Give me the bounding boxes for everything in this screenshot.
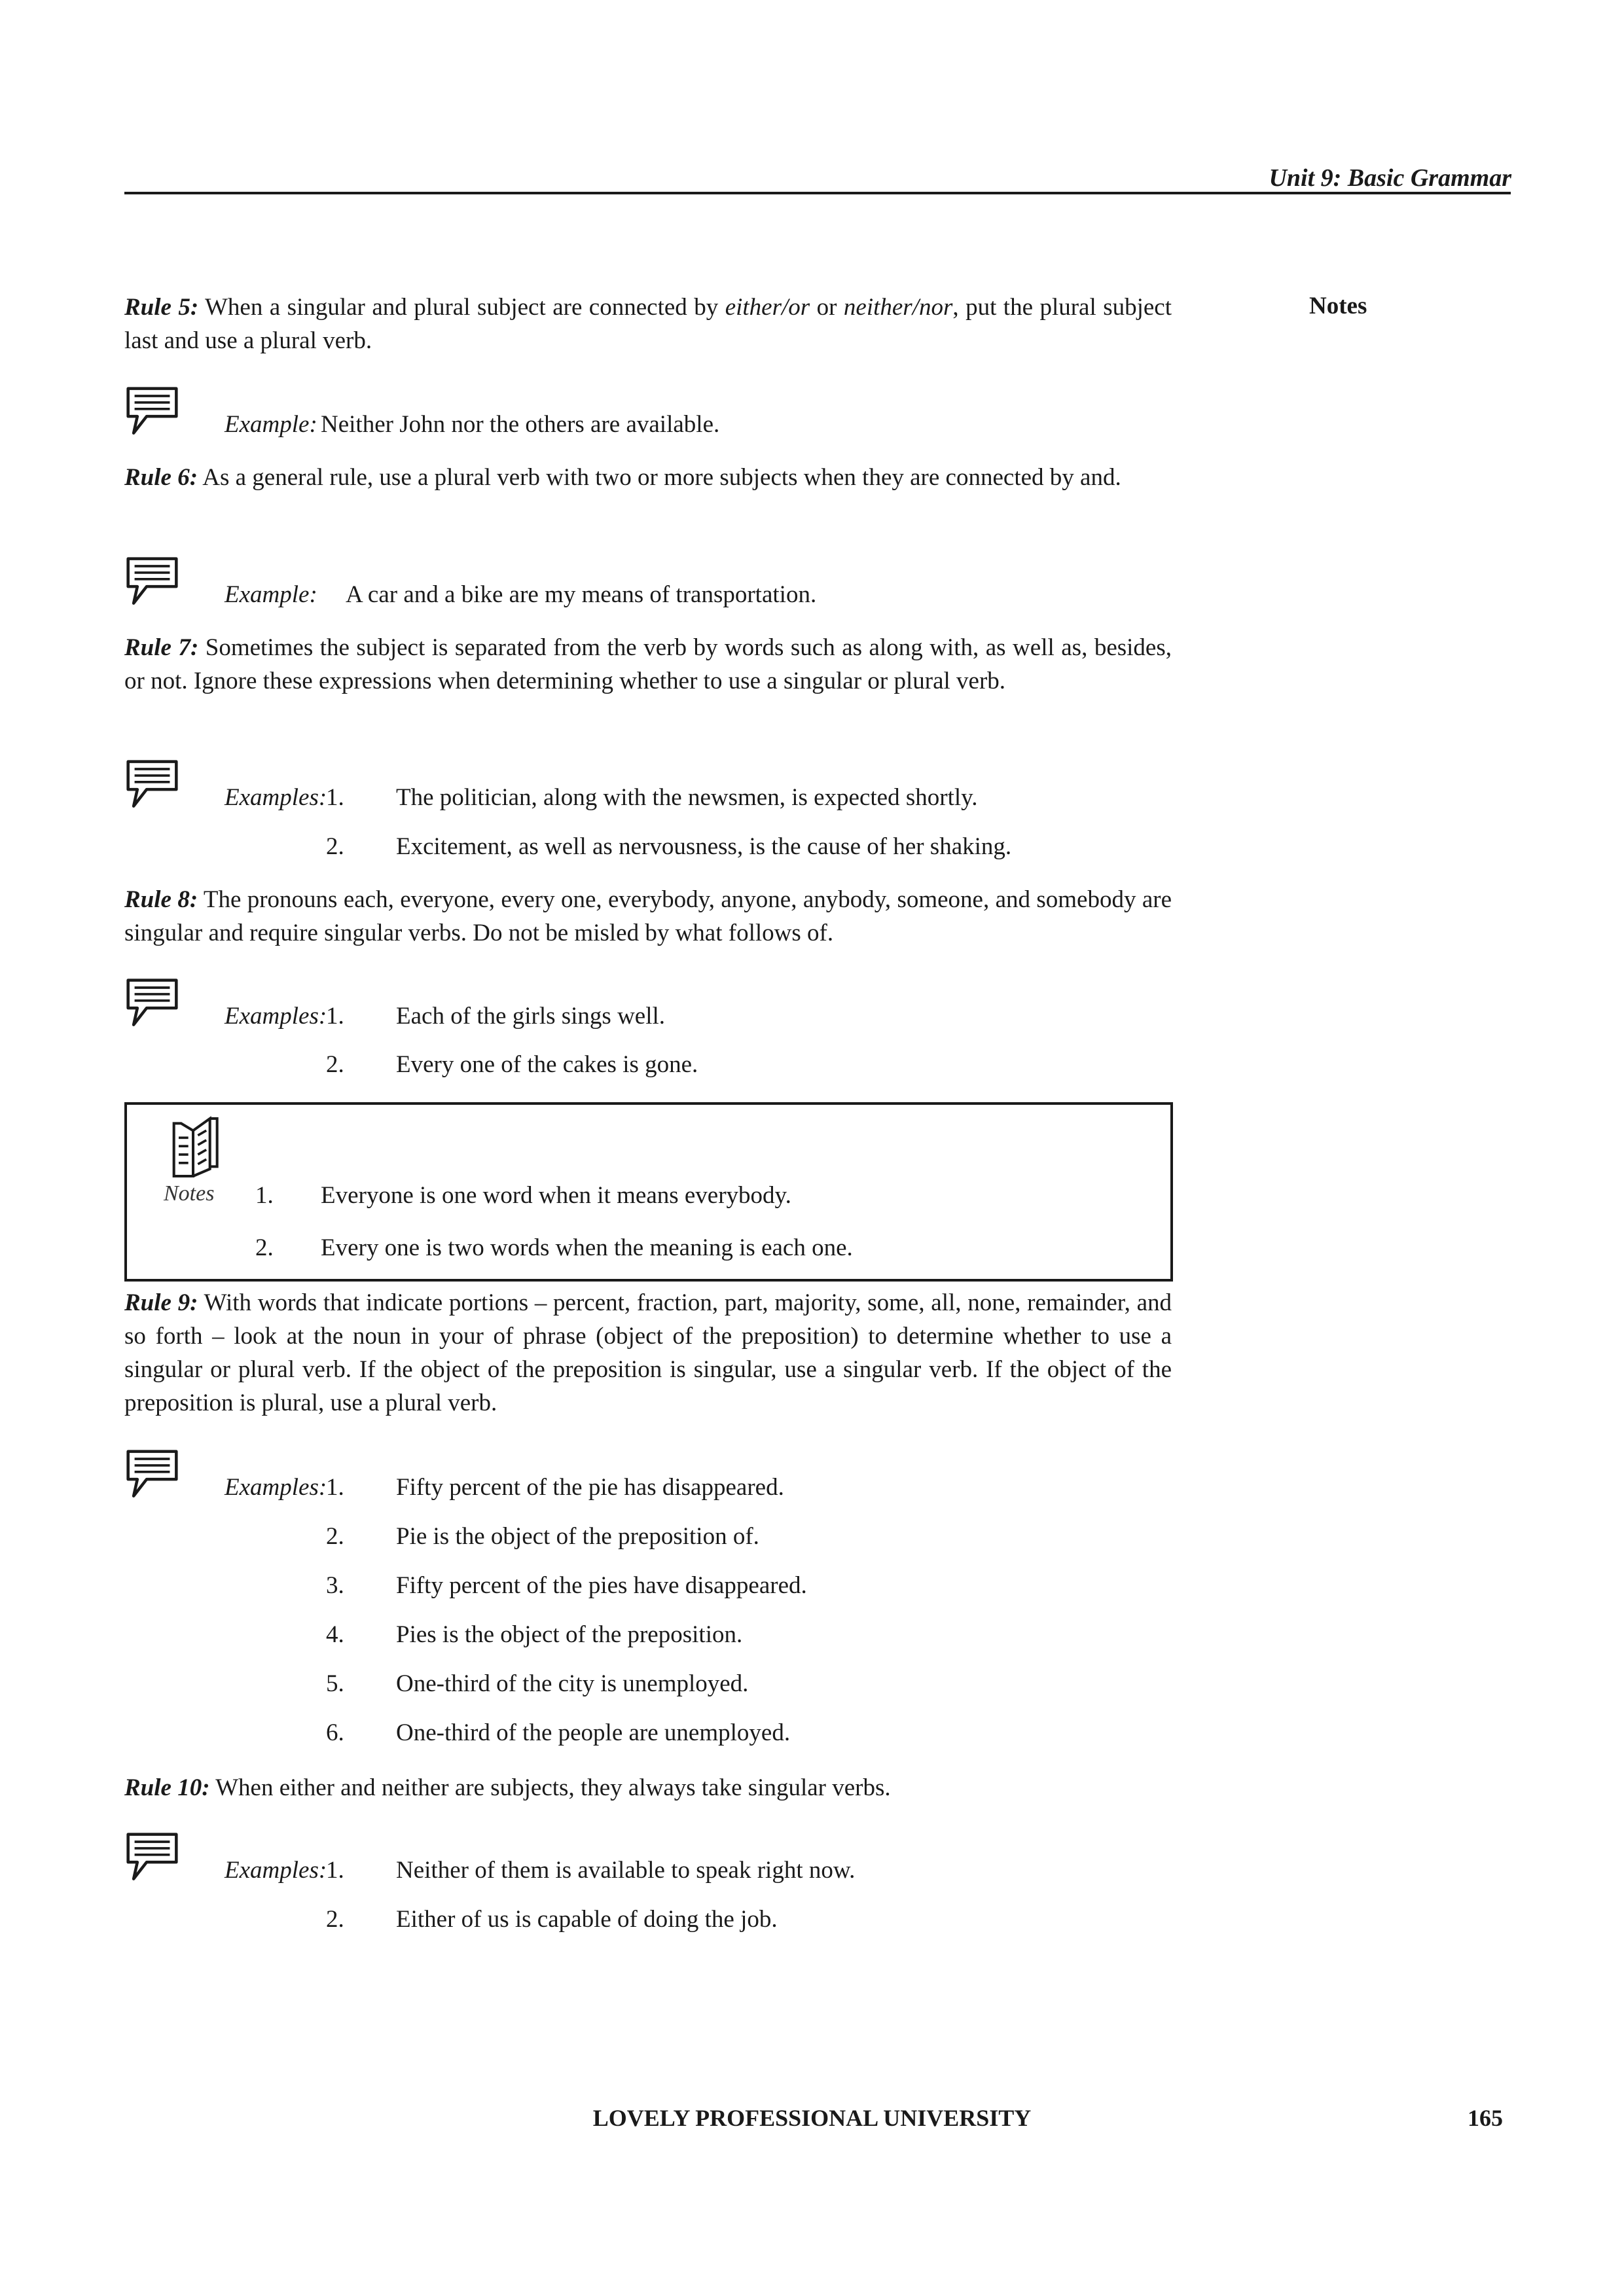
speech-bubble-icon — [124, 385, 180, 440]
rule-emphasis: either/or — [725, 294, 810, 321]
example-number: 2. — [326, 1523, 344, 1550]
rule-text: The pronouns each, everyone, every one, everybody, anyone, anybody, someone, and somebody are singular and require singular verbs. Do not be misled by what follows of. — [124, 886, 1172, 946]
speech-bubble-icon — [124, 1448, 180, 1503]
rule-text: or — [810, 294, 844, 321]
example-item: Fifty percent of the pie has disappeared. — [396, 1474, 784, 1501]
example-item: Neither of them is available to speak right now. — [396, 1857, 856, 1884]
example-text: A car and a bike are my means of transportation. — [346, 581, 817, 608]
example-number: 4. — [326, 1621, 344, 1648]
example-item: Pie is the object of the preposition of. — [396, 1523, 759, 1550]
example-item: The politician, along with the newsmen, is expected shortly. — [396, 784, 978, 811]
rule-emphasis: neither/nor — [843, 294, 953, 321]
rule-label: Rule 9: — [124, 1289, 198, 1316]
example-number: 2. — [326, 1051, 344, 1078]
note-item: Every one is two words when the meaning is each one. — [321, 1234, 853, 1261]
rule-text: Sometimes the subject is separated from the verb by words such as along with, as well as, besides, or not. Ignore these expressions when determining whether to use a singular or plural verb. — [124, 634, 1172, 694]
example-number: 5. — [326, 1670, 344, 1697]
header-divider — [124, 192, 1511, 194]
rule-text: When either and neither are subjects, they always take singular verbs. — [209, 1774, 891, 1801]
rule-label: Rule 5: — [124, 294, 199, 321]
rule-text: , put the plural subject last and use a plural verb. — [124, 294, 1172, 354]
examples-lead: Examples: — [225, 1857, 327, 1884]
rule-5-paragraph — [124, 291, 1172, 357]
rule-label: Rule 8: — [124, 886, 198, 913]
example-item: Fifty percent of the pies have disappeared. — [396, 1572, 807, 1599]
rule-label: Rule 7: — [124, 634, 199, 661]
rule-8-paragraph — [124, 883, 1172, 950]
example-lead: Example: — [225, 581, 317, 608]
example-item: Pies is the object of the preposition. — [396, 1621, 743, 1648]
rule-text: As a general rule, use a plural verb with two or more subjects when they are connected by and. — [198, 464, 1121, 491]
example-number: 2. — [326, 833, 344, 860]
example-lead: Example: — [225, 411, 317, 438]
note-number: 2. — [255, 1234, 274, 1261]
example-number: 1. — [326, 1857, 344, 1884]
rule-label: Rule 6: — [124, 464, 198, 491]
example-item: One-third of the people are unemployed. — [396, 1719, 791, 1746]
example-number: 2. — [326, 1906, 344, 1933]
notes-book-icon — [157, 1111, 229, 1183]
note-number: 1. — [255, 1182, 274, 1209]
example-number: 3. — [326, 1572, 344, 1599]
rule-7-paragraph — [124, 631, 1172, 698]
examples-lead: Examples: — [225, 1474, 327, 1501]
margin-notes-label: Notes — [1309, 293, 1367, 319]
example-number: 1. — [326, 1003, 344, 1030]
notes-box-label: Notes — [164, 1181, 215, 1206]
speech-bubble-icon — [124, 977, 180, 1032]
example-text: Neither John nor the others are available. — [321, 411, 720, 438]
rule-9-paragraph — [124, 1286, 1172, 1420]
note-item: Everyone is one word when it means everybody. — [321, 1182, 791, 1209]
rule-text: With words that indicate portions – percent, fraction, part, majority, some, all, none, remainder, and so forth – look at the noun in your of phrase (object of the preposition) to determine whether to use a singular or plural verb. If the object of the preposition is singular, use a singular verb. If the object of the preposition is plural, use a plural verb. — [124, 1289, 1172, 1416]
speech-bubble-icon — [124, 1831, 180, 1886]
example-number: 1. — [326, 1474, 344, 1501]
examples-lead: Examples: — [225, 1003, 327, 1030]
example-item: Excitement, as well as nervousness, is the cause of her shaking. — [396, 833, 1012, 860]
example-number: 6. — [326, 1719, 344, 1746]
rule-text: When a singular and plural subject are connected by — [198, 294, 725, 321]
example-item: Either of us is capable of doing the job. — [396, 1906, 778, 1933]
rule-6-paragraph — [124, 461, 1172, 494]
example-number: 1. — [326, 784, 344, 811]
speech-bubble-icon — [124, 555, 180, 611]
footer-university: LOVELY PROFESSIONAL UNIVERSITY — [592, 2105, 1032, 2131]
rule-label: Rule 10: — [124, 1774, 210, 1801]
speech-bubble-icon — [124, 758, 180, 814]
running-header-title: Unit 9: Basic Grammar — [1269, 164, 1511, 192]
rule-10-paragraph — [124, 1771, 1172, 1804]
page-number: 165 — [1468, 2105, 1503, 2131]
example-item: Every one of the cakes is gone. — [396, 1051, 698, 1078]
example-item: One-third of the city is unemployed. — [396, 1670, 749, 1697]
examples-lead: Examples: — [225, 784, 327, 811]
example-item: Each of the girls sings well. — [396, 1003, 666, 1030]
